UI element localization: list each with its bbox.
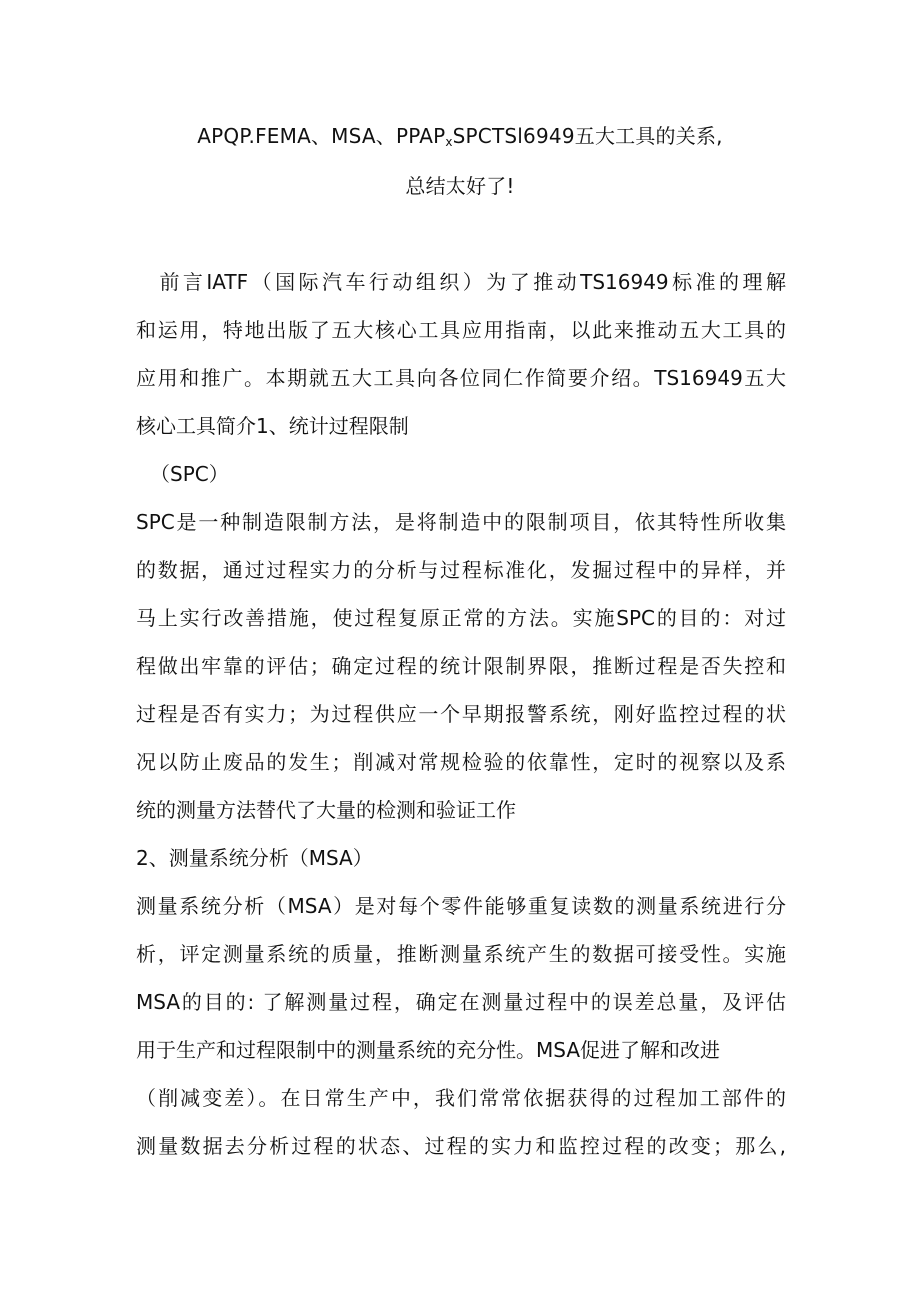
document-title-line-2: 总结太好了!: [405, 174, 515, 198]
document-body: [136, 258, 786, 1170]
body-line-1: 前言IATF（国际汽车行动组织）为了推动TS16949标准的理解: [136, 270, 786, 294]
body-line-12: 统的测量方法替代了大量的检测和验证工作: [136, 798, 516, 822]
body-line-18: （削减变差）。在日常生产中，我们常常依据获得的过程加工部件的: [136, 1086, 786, 1110]
body-line-10: 过程是否有实力；为过程供应一个早期报警系统，刚好监控过程的状: [136, 702, 786, 726]
title-text-pre: APQP.FEMA、MSA、PPAP: [197, 124, 446, 148]
body-line-4: 核心工具简介1、统计过程限制: [136, 414, 409, 438]
body-line-15: 析，评定测量系统的质量，推断测量系统产生的数据可接受性。实施: [136, 942, 786, 966]
body-line-17: 用于生产和过程限制中的测量系统的充分性。MSA促进了解和改进: [136, 1038, 721, 1062]
body-line-11: 况以防止废品的发生；削减对常规检验的依靠性，定时的视察以及系: [136, 750, 786, 774]
body-line-9: 程做出牢靠的评估；确定过程的统计限制界限，推断过程是否失控和: [136, 654, 786, 678]
body-line-8: 马上实行改善措施，使过程复原正常的方法。实施SPC的目的：对过: [136, 606, 786, 630]
title-subscript: x: [445, 135, 453, 149]
document-title-line-1: [0, 122, 920, 156]
body-line-19: 测量数据去分析过程的状态、过程的实力和监控过程的改变；那么,: [136, 1134, 786, 1158]
title-text-post: SPCTSl6949五大工具的关系,: [452, 124, 723, 148]
body-line-2: 和运用，特地出版了五大核心工具应用指南，以此来推动五大工具的: [136, 318, 786, 342]
body-line-14: 测量系统分析（MSA）是对每个零件能够重复读数的测量系统进行分: [136, 894, 786, 918]
body-line-16: MSA的目的: 了解测量过程，确定在测量过程中的误差总量，及评估: [136, 990, 786, 1014]
body-line-7: 的数据，通过过程实力的分析与过程标准化，发掘过程中的异样，并: [136, 558, 786, 582]
body-line-3: 应用和推广。本期就五大工具向各位同仁作简要介绍。TS16949五大: [136, 366, 786, 390]
body-line-13-msa-heading: 2、测量系统分析（MSA）: [136, 846, 373, 870]
body-line-6: SPC是一种制造限制方法，是将制造中的限制项目，依其特性所收集: [136, 510, 786, 534]
body-line-5-spc-heading: （SPC）: [150, 462, 229, 486]
